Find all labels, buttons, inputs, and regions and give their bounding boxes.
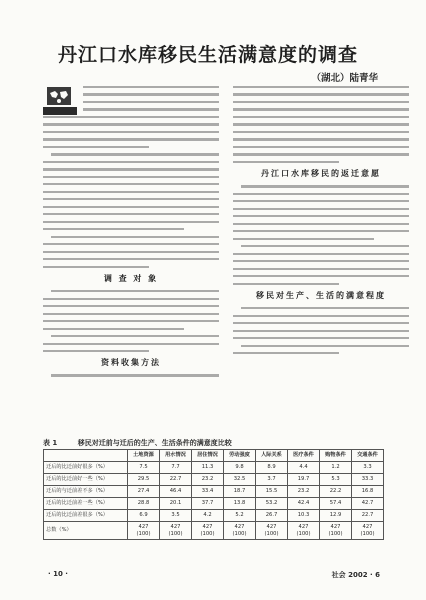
table-cell: 427 (100) xyxy=(288,522,320,540)
table-cell: 16.8 xyxy=(352,486,384,498)
table-cell: 22.7 xyxy=(352,510,384,522)
table-header-cell: 用水情况 xyxy=(160,450,192,462)
table-cell: 18.7 xyxy=(224,486,256,498)
row-label: 迁后的比迁前好很多（%） xyxy=(44,462,128,474)
table-header-cell xyxy=(44,450,128,462)
table-cell: 6.9 xyxy=(128,510,160,522)
row-label: 迁后的比迁前差一些（%） xyxy=(44,498,128,510)
table-row xyxy=(44,486,384,498)
table-cell: 32.5 xyxy=(224,474,256,486)
table-header-cell: 劳动强度 xyxy=(224,450,256,462)
table-header-cell: 交通条件 xyxy=(352,450,384,462)
table-cell: 427 (100) xyxy=(256,522,288,540)
table-cell: 1.2 xyxy=(320,462,352,474)
table-number: 表 1 xyxy=(43,439,58,447)
table-cell: 7.5 xyxy=(128,462,160,474)
table-cell: 427 (100) xyxy=(224,522,256,540)
table-cell: 3.3 xyxy=(352,462,384,474)
article-author: （湖北）陆青华 xyxy=(311,73,378,84)
table-cell: 427 (100) xyxy=(320,522,352,540)
section-heading-willingness: 丹江口水库移民的返迁意愿 xyxy=(261,169,381,179)
table-cell: 8.9 xyxy=(256,462,288,474)
logo-caption-bar xyxy=(43,107,77,115)
table-cell: 37.7 xyxy=(192,498,224,510)
table-cell: 23.2 xyxy=(192,474,224,486)
section-heading-data-source: 资料收集方法 xyxy=(101,358,161,368)
table-cell: 11.3 xyxy=(192,462,224,474)
table-cell: 12.9 xyxy=(320,510,352,522)
table-cell: 33.3 xyxy=(352,474,384,486)
row-label: 迁后的比迁前差很多（%） xyxy=(44,510,128,522)
table-cell: 13.8 xyxy=(224,498,256,510)
row-label: 迁后的比迁前好一些（%） xyxy=(44,474,128,486)
table-cell: 427 (100) xyxy=(352,522,384,540)
table-row xyxy=(44,462,384,474)
world-map-icon xyxy=(47,87,71,105)
table-cell: 28.8 xyxy=(128,498,160,510)
table-row xyxy=(44,510,384,522)
table-cell: 19.7 xyxy=(288,474,320,486)
table-cell: 23.2 xyxy=(288,486,320,498)
section-heading-survey-target: 调 查 对 象 xyxy=(103,274,159,284)
table-cell: 427 (100) xyxy=(128,522,160,540)
table-cell: 29.5 xyxy=(128,474,160,486)
table-cell: 42.4 xyxy=(288,498,320,510)
left-column xyxy=(43,86,219,382)
table-cell: 5.2 xyxy=(224,510,256,522)
table-row xyxy=(44,498,384,510)
table-cell: 22.7 xyxy=(160,474,192,486)
table-header-cell: 医疗条件 xyxy=(288,450,320,462)
section-logo xyxy=(43,87,77,115)
table-cell: 33.4 xyxy=(192,486,224,498)
table-cell: 3.7 xyxy=(256,474,288,486)
row-label: 迁后的与迁前差不多（%） xyxy=(44,486,128,498)
table-cell: 3.5 xyxy=(160,510,192,522)
table-header-row xyxy=(44,450,384,462)
table-total-row xyxy=(44,522,384,540)
table-row xyxy=(44,474,384,486)
table-cell: 27.4 xyxy=(128,486,160,498)
table-cell: 9.8 xyxy=(224,462,256,474)
table-cell: 10.3 xyxy=(288,510,320,522)
table-cell: 20.1 xyxy=(160,498,192,510)
satisfaction-table xyxy=(43,449,384,540)
table-cell: 427 (100) xyxy=(160,522,192,540)
table-cell: 26.7 xyxy=(256,510,288,522)
table-cell: 7.7 xyxy=(160,462,192,474)
article-title: 丹江口水库移民生活满意度的调查 xyxy=(58,44,359,66)
table-header-cell: 购物条件 xyxy=(320,450,352,462)
table-cell: 57.4 xyxy=(320,498,352,510)
table-cell: 22.2 xyxy=(320,486,352,498)
table-caption xyxy=(43,438,383,448)
table-cell: 4.2 xyxy=(192,510,224,522)
table-caption-text: 移民对迁前与迁后的生产、生活条件的满意度比较 xyxy=(77,438,232,447)
table-cell: 53.2 xyxy=(256,498,288,510)
table-header-cell: 居住情况 xyxy=(192,450,224,462)
row-label: 总数（%） xyxy=(44,522,128,540)
table-cell: 427 (100) xyxy=(192,522,224,540)
table-cell: 4.4 xyxy=(288,462,320,474)
table-cell: 42.7 xyxy=(352,498,384,510)
table-cell: 46.4 xyxy=(160,486,192,498)
right-column xyxy=(233,86,409,360)
table-cell: 5.3 xyxy=(320,474,352,486)
table-cell: 15.5 xyxy=(256,486,288,498)
table-header-cell: 人际关系 xyxy=(256,450,288,462)
journal-issue: 社会 2002 · 6 xyxy=(331,571,380,579)
section-heading-production: 移民对生产、生活的满意程度 xyxy=(256,291,386,301)
page-number: · 10 · xyxy=(48,570,68,578)
table-header-cell: 土地资源 xyxy=(128,450,160,462)
